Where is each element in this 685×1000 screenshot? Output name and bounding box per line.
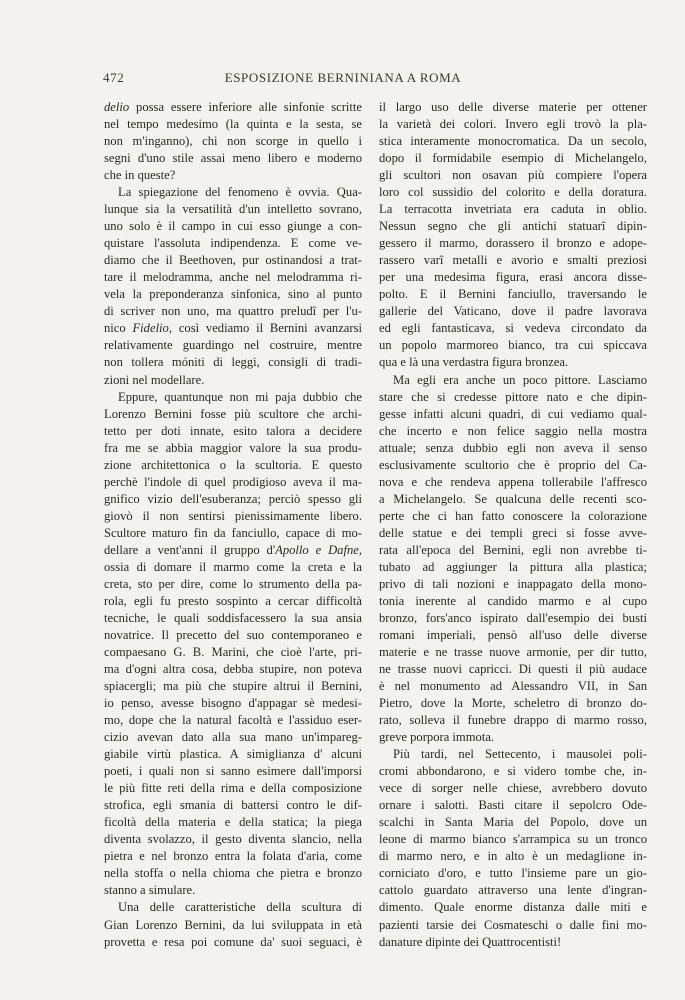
text-segment: rata all'epoca del Bernini, egli non avrebbe ti- [379,542,647,557]
text-segment: pietra e nel bronzo entra la folata d'aria, come [104,849,362,864]
text-line [379,150,647,167]
text-line [104,559,362,576]
text-line [104,525,362,542]
text-segment: perte che ci han fatto conoscere la colorazione [379,508,647,523]
text-line [104,201,362,218]
text-line [379,320,647,337]
text-line [104,865,362,882]
text-segment: tetto per doti innate, esito talora a decidere [104,423,362,438]
text-segment: rato, solleva il funebre drappo di marmo rosso, [379,713,647,728]
text-line [104,269,362,286]
text-segment: dopo il formidabile esempio di Michelangelo, [379,151,647,166]
text-segment: Lorenzo Bernini fosse più scultore che archi- [104,406,362,421]
text-line [104,797,362,814]
text-line [379,269,647,286]
text-line [104,235,362,252]
text-segment: diamo che il Beethoven, pur ostinandosi a trat- [104,253,362,268]
text-line [104,712,362,729]
text-line [379,797,647,814]
text-line [379,286,647,303]
text-line [379,814,647,831]
text-line [379,303,647,320]
text-segment: poeti, i quali non si sanno esimere dall'imporsi [104,764,362,779]
text-line [104,150,362,167]
text-line [104,678,362,695]
text-line [104,882,362,899]
text-segment: ornare i salotti. Basti citare il sepolcro Ode- [379,798,647,813]
text-line [379,525,647,542]
text-line [379,746,647,763]
text-segment: Gian Lorenzo Bernini, da lui sviluppata in età [104,917,362,932]
text-line [379,712,647,729]
text-segment: attuale; senza dubbio egli non aveva il senso [379,440,647,455]
text-line [104,627,362,644]
text-line [379,508,647,525]
text-segment: tonia inerente al candido marmo e al cupo [379,593,647,608]
text-segment: danature dipinte dei Quattrocentisti! [379,934,562,949]
text-segment: relativamente guardingo nel costruire, mentre [104,338,362,353]
text-line [104,252,362,269]
text-segment: ficoltà della materia e della statica; la piega [104,815,362,830]
text-segment: pazienti tarsie dei Cosmateschi o dalle fini mo- [379,917,647,932]
text-segment: scalchi in Santa Maria del Popolo, dove un [379,815,647,830]
text-segment: delle statue e dei templi greci si fosse avve- [379,525,647,540]
text-segment: possa essere inferiore alle sinfonie scritte [129,100,362,114]
text-line [379,882,647,899]
text-line [104,218,362,235]
text-segment: io penso, avesse bisogno d'appagar sè medesi- [104,696,362,711]
text-segment: rassero varî metalli e avorio e smalti preziosi [379,253,647,268]
italic-title: Apollo e Dafne, [275,542,362,557]
text-segment: La terracotta invetriata era caduta in oblio. [379,202,647,217]
text-segment: La spiegazione del fenomeno è ovvia. Qua- [118,185,362,200]
text-line [104,576,362,593]
text-segment: vela la preponderanza sinfonica, sino al punto [104,287,362,302]
running-title: ESPOSIZIONE BERNINIANA A ROMA [224,70,462,85]
text-line [379,763,647,780]
text-segment: perchè l'indole di quel prodigioso aveva il ma- [104,474,362,489]
text-line [379,167,647,184]
text-line [104,286,362,303]
text-segment: ossia di domare il marmo come la creta e la [104,559,362,574]
text-line [379,440,647,457]
text-segment: quistare l'assoluta indipendenza. E come ve- [104,236,362,251]
text-line [104,406,362,423]
text-line [379,491,647,508]
text-line [104,354,362,371]
text-line [104,593,362,610]
text-segment: nico [104,321,133,336]
text-segment: stica interamente monocromatica. Da un secolo, [379,134,647,149]
text-segment: zione architettonica o la scultoria. E questo [104,457,362,472]
text-segment: di scriver non uno, ma quattro preludî per l'u- [104,304,362,319]
text-segment: nel tempo medesimo (la quinta e la sesta, se [104,117,362,132]
text-segment: polto. E il Bernini fanciullo, traversando le [379,287,647,302]
text-segment: giabile virtù plastica. A simiglianza d' alcuni [104,747,362,762]
text-segment: di marmo nero, e in alto è un medaglione in- [379,849,647,864]
text-segment: gnifico vizio dell'esuberanza; perciò spesso gli [104,491,362,506]
text-segment: così vediamo il Bernini avanzarsi [172,321,362,336]
text-line [104,508,362,525]
text-segment: ne trasse nuovi capricci. Di questi il più audace [379,662,647,677]
text-line [379,354,647,371]
text-segment: non m'inganno), chi non scorge in quello i [104,134,362,149]
right-text-column [379,99,647,951]
text-segment: creta, sto per dire, come lo strumento della pa- [104,576,362,591]
text-line [104,763,362,780]
text-line [104,780,362,797]
text-line [379,831,647,848]
text-segment: esclusivamente scultorio che è proprio del Ca- [379,457,647,472]
text-segment: compaesano G. B. Marini, che cioè l'arte, pri- [104,645,362,659]
text-line [379,576,647,593]
italic-title: Fidelio, [132,321,173,336]
text-line [104,372,362,389]
text-line [379,934,647,951]
text-segment: loro col sussidio del colorito e della doratura. [379,185,647,200]
text-line [379,780,647,797]
text-segment: cattolo guardato attraverso una lente d'ingran- [379,883,647,898]
text-segment: nella stoffa o nella chioma che pietra e bronzo [104,866,362,881]
text-line [104,899,362,916]
text-segment: un popolo marmoreo bianco, tra cui spiccava [379,338,647,353]
text-line [104,610,362,627]
text-segment: strofica, egli smania di battersi contro le dif- [104,798,362,813]
text-line [104,695,362,712]
text-segment: Pietro, dove la Morte, scheletro di bronzo do- [379,696,647,711]
text-segment: segni d'uno stile assai meno libero e moderno [104,151,362,166]
text-line [104,440,362,457]
text-segment: stanno a simulare. [104,883,196,898]
text-line [379,678,647,695]
text-segment: uno solo è il campo in cui esso giunge a con- [104,219,362,234]
text-segment: dellare a vent'anni il gruppo d' [104,542,276,557]
text-segment: romani imperiali, pensò all'uso delle diverse [379,627,647,642]
text-line [379,559,647,576]
text-line [104,729,362,746]
text-line [379,252,647,269]
left-text-column [104,99,362,951]
text-segment: novatrice. Il precetto del suo contemporaneo e [104,627,362,642]
text-line [104,831,362,848]
text-line [379,218,647,235]
text-line [379,627,647,644]
text-segment: che in queste? [104,168,176,183]
text-line [379,389,647,406]
text-line [104,184,362,201]
text-line [104,133,362,150]
text-line [379,644,647,661]
text-segment: nova e che rendeva appena tollerabile l'affresco [379,474,647,489]
text-segment: diventa svolazzo, il gesto diventa slancio, nella [104,832,362,847]
text-segment: zioni nel modellare. [104,372,205,387]
text-line [379,201,647,218]
text-line [104,116,362,133]
text-segment: cromi abbondarono, e si videro tombe che, in- [379,764,647,779]
text-segment: gli scultori non osavan più compiere l'opera [379,168,647,183]
text-segment: bronzo, fors'anco ispirato dall'esempio dei busti [379,610,647,625]
text-segment: gessero il marmo, dorassero il bronzo e adope- [379,236,647,251]
text-line [379,372,647,389]
text-segment: Eppure, quantunque non mi paja dubbio che [118,389,362,404]
text-segment: tecniche, le quali soddisfacessero la sua ansia [104,610,362,625]
text-line [379,593,647,610]
text-segment: rola, egli fu presto sospinto a cercar difficoltà [104,593,362,608]
italic-title: delio [104,100,130,114]
text-segment: cizio avevan dato alla sua mano un'impareg- [104,730,362,745]
text-segment: lunque sia la versatilità d'un intelletto sovrano, [104,202,362,217]
text-line [379,235,647,252]
text-line [104,167,362,184]
text-line [104,848,362,865]
text-segment: il largo uso delle diverse materie per ottener [379,100,647,114]
text-line [379,729,647,746]
text-segment: Una delle caratteristiche della scultura di [118,900,362,915]
text-line [379,848,647,865]
text-line [379,610,647,627]
text-segment: giovò il non sentirsi pienissimamente libero. [104,508,362,523]
text-line [104,474,362,491]
text-segment: che incerto e non felice saggio nella mostra [379,423,647,438]
text-segment: è nel monumento ad Alessandro VII, in San [379,679,647,694]
text-segment: per una medesima figura, erasi ancora disse- [379,270,647,285]
text-line [104,661,362,678]
text-line [104,389,362,406]
text-line [379,917,647,934]
text-line [379,457,647,474]
text-segment: Nessun segno che gli antichi statuarî dipin- [379,219,647,234]
text-line [379,406,647,423]
text-segment: privo di tali nozioni e inappagato della mono- [379,576,647,591]
text-line [104,917,362,934]
text-line [104,644,362,661]
text-line [104,423,362,440]
text-segment: gesse infatti alcuni quadri, di cui vediamo qual- [379,406,647,421]
page-number: 472 [103,70,125,85]
text-line [379,542,647,559]
text-line [379,133,647,150]
text-line [379,99,647,116]
text-line [104,491,362,508]
text-line [379,695,647,712]
text-segment: ed egli fantasticava, si vedeva circondato da [379,321,647,336]
text-segment: fra me se abbia maggior valore la sua produ- [104,440,362,455]
text-segment: Più tardi, nel Settecento, i mausolei poli- [393,747,647,762]
text-line [379,423,647,440]
text-segment: qua e là una verdastra figura bronzea. [379,355,569,370]
text-line [104,542,362,559]
text-segment: ma d'ogni altra cosa, debba stupire, non poteva [104,662,362,677]
text-line [379,116,647,133]
text-line [379,474,647,491]
text-line [104,814,362,831]
text-line [104,746,362,763]
text-line [104,320,362,337]
text-segment: mo, dope che la natural facoltà e l'assiduo eser- [104,713,362,728]
text-segment: provetta e resa poi comune da' suoi seguaci, è [104,934,362,949]
text-line [104,934,362,951]
text-segment: corniciato d'oro, e tutto l'insieme pare un gio- [379,866,647,881]
text-segment: dimento. Quale enorme distanza dalle miti e [379,900,647,915]
text-line [104,303,362,320]
text-line [104,457,362,474]
text-segment: stare che si credesse pittore nato e che dipin- [379,389,647,404]
text-segment: Scultore maturo fin da fanciullo, capace di mo- [104,525,362,540]
text-segment: non tollera móniti di leggi, consigli di tradi- [104,355,362,370]
text-line [379,661,647,678]
text-segment: gallerie del Vaticano, dove il padre lavorava [379,304,647,319]
text-segment: le più fitte reti della rima e della composizione [104,781,362,796]
text-segment: greve porpora immota. [379,730,495,745]
text-segment: a Michelangelo. Se qualcuna delle recenti sco- [379,491,647,506]
text-segment: tubato ad aggiunger la pittura alla plastica; [379,559,647,574]
text-segment: vece di sorger nelle chiese, avrebbero dovuto [379,781,647,796]
text-line [379,184,647,201]
text-segment: leone di marmo bianco s'arrampica su un tronco [379,832,647,847]
text-segment: spiacergli; ma più che stupire altrui il Bernini, [104,679,362,694]
text-line [379,337,647,354]
text-line [379,865,647,882]
text-segment: tare il melodramma, anche nel melodramma ri- [104,270,362,285]
text-line [104,99,362,116]
text-line [379,899,647,916]
text-segment: Ma egli era anche un poco pittore. Lasciamo [393,372,647,387]
text-line [104,337,362,354]
text-segment: materie e ne trasse nuove armonie, per dir tutto, [379,645,647,659]
text-segment: la varietà dei colori. Invero egli trovò la pla- [379,117,647,132]
